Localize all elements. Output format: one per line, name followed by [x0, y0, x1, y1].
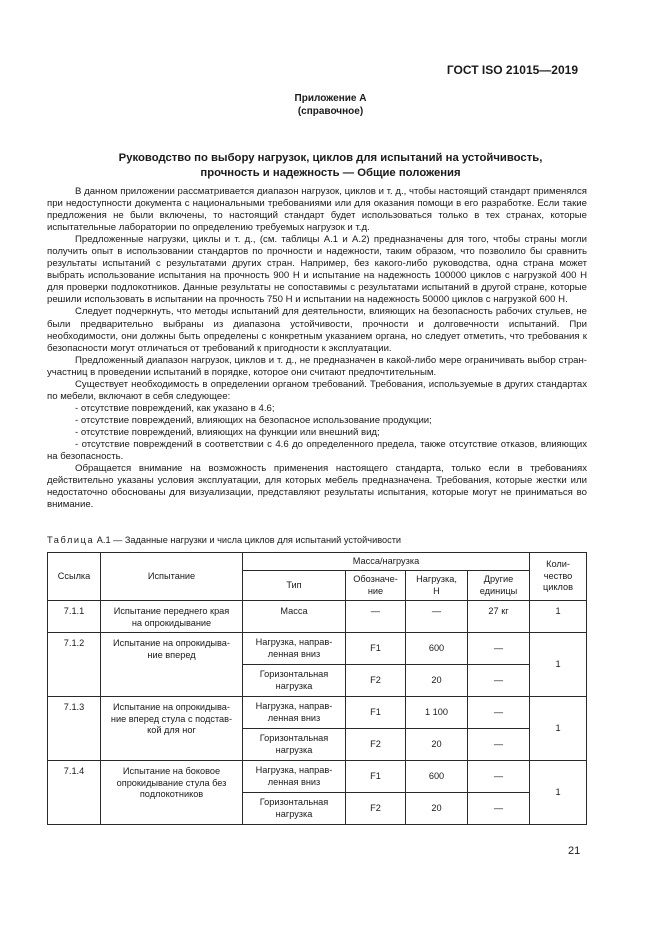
loads-table [47, 552, 587, 825]
cell-other: — [468, 729, 530, 761]
cell-load: 20 [406, 665, 468, 697]
cell-type: Масса [243, 601, 346, 633]
cell-ref: 7.1.4 [48, 761, 101, 825]
header-cycles: Коли- чество циклов [530, 553, 587, 601]
list-item: - отсутствие повреждений, как указано в 4.6; [75, 402, 275, 414]
paragraph: Следует подчеркнуть, что методы испытаний для деятельности, влияющих на безопасность рабочих стульев, не были предварительно выбраны из диапазона устойчивости, прочности и долговечности испытаний. При необходимости, они должны быть определены с конкретным указанием органа, но следует отметить, что требования к безопасности могут отличаться от требований к пригодности к эксплуатации. [47, 306, 587, 354]
cell-type: Нагрузка, направ- ленная вниз [243, 761, 346, 793]
section-title [60, 151, 601, 181]
appendix-note: (справочное) [297, 106, 364, 117]
table-row [48, 761, 587, 793]
section-title-line-2: прочность и надежность — Общие положения [200, 167, 461, 179]
cell-ref: 7.1.2 [48, 633, 101, 697]
cell-designation: F1 [346, 697, 406, 729]
cell-test: Испытание на опрокидыва- ние вперед [101, 633, 243, 697]
table-row [48, 601, 587, 633]
standard-header: ГОСТ ISO 21015—2019 [446, 63, 578, 77]
cell-load: 600 [406, 633, 468, 665]
list-item: - отсутствие повреждений, влияющих на безопасное использование продукции; [75, 414, 432, 426]
cell-other: — [468, 697, 530, 729]
paragraph: Предложенный диапазон нагрузок, циклов и т. д., не предназначен в какой-либо мере ограничивать выбор стран-участниц в проведении испытаний в порядке, которое они считают предпочтительным. [47, 354, 587, 378]
cell-load: — [406, 601, 468, 633]
cell-designation: F2 [346, 793, 406, 825]
header-mass-load: Масса/нагрузка [243, 553, 530, 571]
cell-designation: — [346, 601, 406, 633]
cell-designation: F2 [346, 665, 406, 697]
cell-load: 20 [406, 793, 468, 825]
table-row [48, 697, 587, 729]
table-caption-text: А.1 — Заданные нагрузки и числа циклов для испытаний устойчивости [94, 535, 402, 545]
header-other-units: Другие единицы [468, 571, 530, 601]
cell-cycles: 1 [530, 601, 587, 633]
appendix-heading [0, 92, 661, 118]
paragraph: Существует необходимость в определении органом требований. Требования, используемые в других стандартах по мебели, включают в себя следующее: [47, 378, 587, 402]
table-row [48, 633, 587, 665]
cell-other: — [468, 761, 530, 793]
cell-ref: 7.1.3 [48, 697, 101, 761]
cell-cycles: 1 [530, 761, 587, 825]
cell-type: Горизонтальная нагрузка [243, 665, 346, 697]
header-designation: Обозначе- ние [346, 571, 406, 601]
cell-load: 600 [406, 761, 468, 793]
cell-designation: F2 [346, 729, 406, 761]
body-text [47, 186, 587, 511]
list-item: - отсутствие повреждений, влияющих на функции или внешний вид; [75, 426, 380, 438]
cell-test: Испытание переднего края на опрокидывание [101, 601, 243, 633]
cell-other: 27 кг [468, 601, 530, 633]
cell-test: Испытание на боковое опрокидывание стула без подлокотников [101, 761, 243, 825]
paragraph: Предложенные нагрузки, циклы и т. д., (см. таблицы А.1 и А.2) предназначены для того, чтобы страны могли получить опыт в использовании стандартов по прочности и надежности, таким образом, что позволило бы сравнить результаты испытаний с результатами других стран. Например, без какого-либо руководства, одна страна может выбрать использование испытания на прочность 900 Н и испытание на надежность 100000 циклов с нагрузкой 400 Н для проверки подлокотников. Данные результаты не сопоставимы с результатами испытаний в другой стране, которые решили использовать в испытании на прочность 750 Н и испытании на надежность 50000 циклов с нагрузкой 600 Н. [47, 234, 587, 306]
appendix-title: Приложение А [294, 93, 367, 104]
cell-type: Горизонтальная нагрузка [243, 793, 346, 825]
cell-test: Испытание на опрокидыва- ние вперед стула с подстав- кой для ног [101, 697, 243, 761]
header-type: Тип [243, 571, 346, 601]
cell-type: Нагрузка, направ- ленная вниз [243, 633, 346, 665]
cell-type: Нагрузка, направ- ленная вниз [243, 697, 346, 729]
cell-designation: F1 [346, 633, 406, 665]
table-caption [47, 535, 401, 545]
cell-load: 20 [406, 729, 468, 761]
page-number: 21 [568, 845, 581, 857]
list-item: - отсутствие повреждений в соответствии с 4.6 до определенного предела, также отсутствие отказов, влияющих на безопасность. [47, 438, 587, 463]
cell-ref: 7.1.1 [48, 601, 101, 633]
cell-type: Горизонтальная нагрузка [243, 729, 346, 761]
header-load: Нагрузка, Н [406, 571, 468, 601]
cell-other: — [468, 793, 530, 825]
header-ref: Ссылка [48, 553, 101, 601]
cell-load: 1 100 [406, 697, 468, 729]
cell-designation: F1 [346, 761, 406, 793]
paragraph: В данном приложении рассматривается диапазон нагрузок, циклов и т. д., чтобы настоящий стандарт применялся при недоступности документа с национальными требованиями или для оказания помощи в его разработке. Если такие предложения не были включены, то настоящий стандарт будет использоваться только в тех странах, которые испытательные лаборатории по определению требуемых нагрузок и т.д. [47, 186, 587, 234]
header-test: Испытание [101, 553, 243, 601]
cell-cycles: 1 [530, 633, 587, 697]
cell-other: — [468, 665, 530, 697]
paragraph: Обращается внимание на возможность применения настоящего стандарта, только если в требованиях действительно указаны условия эксплуатации, для которых мебель предназначена. Требования, которые жестки или недостаточно обоснованы для визуализации, представляют результаты испытания, которые могут не приниматься во внимание. [47, 463, 587, 511]
cell-cycles: 1 [530, 697, 587, 761]
table-caption-label: Таблица [47, 535, 95, 545]
cell-other: — [468, 633, 530, 665]
section-title-line-1: Руководство по выбору нагрузок, циклов для испытаний на устойчивость, [118, 152, 543, 164]
